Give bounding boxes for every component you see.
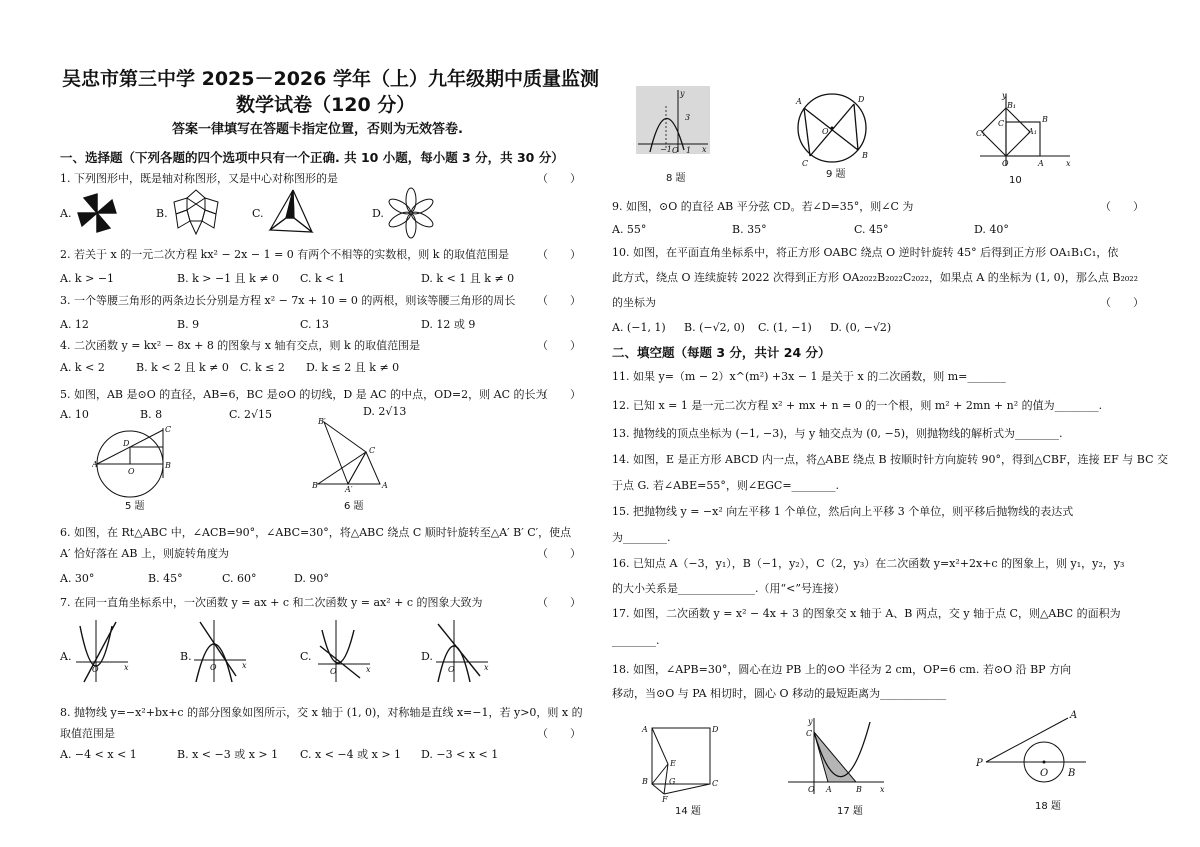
q5-paren: （ ） [537, 388, 581, 401]
section2-heading: 二、填空题（每题 3 分，共计 24 分） [612, 345, 831, 360]
svg-text:O: O [92, 665, 99, 674]
svg-text:−1: −1 [660, 145, 672, 154]
q16-line2: 的大小关系是______________.（用“<”号连接） [612, 582, 845, 595]
svg-text:O: O [672, 146, 679, 154]
q9-option-a: A. 55° [612, 223, 647, 236]
svg-text:D: D [858, 95, 865, 104]
q6-option-a: A. 30° [60, 572, 95, 585]
exam-subtitle: 数学试卷（120 分） [236, 94, 416, 116]
q15-line2: 为________. [612, 531, 671, 544]
svg-text:C₁: C₁ [976, 129, 986, 138]
q10-option-b: B. (−√2, 0) [684, 321, 745, 334]
q14-line1: 14. 如图，E 是正方形 ABCD 内一点，将△ABE 绕点 B 按顺时针方向旋转 90°，得到△CBF，连接 EF 与 BC 交 [612, 453, 1169, 466]
q17-line2: ________. [612, 634, 660, 647]
svg-text:x: x [702, 145, 707, 154]
svg-text:B: B [856, 785, 862, 794]
svg-text:A₁: A₁ [1028, 127, 1037, 136]
svg-text:B: B [1042, 115, 1048, 124]
q5-option-a: A. 10 [60, 408, 89, 421]
q7-stem: 7. 在同一直角坐标系中，一次函数 y = ax + c 和二次函数 y = ax² + c 的图象大致为 [60, 596, 483, 609]
svg-text:G: G [669, 777, 676, 786]
q6-option-c: C. 60° [222, 572, 257, 585]
q4-option-c: C. k ≤ 2 [240, 361, 285, 374]
q18-line2: 移动，当⊙O 与 PA 相切时，圆心 O 移动的最短距离为____________ [612, 687, 947, 700]
q1-option-c: C. [252, 207, 264, 220]
q7-graph-a [72, 616, 132, 686]
q7-graph-d [432, 616, 492, 686]
q6-option-d: D. 90° [294, 572, 329, 585]
exam-title: 吴忠市第三中学 2025－2026 学年（上）九年级期中质量监测 [62, 68, 599, 90]
q17-line1: 17. 如图，二次函数 y = x² − 4x + 3 的图象交 x 轴于 A、B 两点，交 y 轴于点 C，则△ABC 的面积为 [612, 607, 1121, 620]
svg-text:A′: A′ [345, 485, 353, 492]
q6-line2: A′ 恰好落在 AB 上，则旋转角度为 [60, 547, 229, 560]
q16-line1: 16. 已知点 A（−3，y₁），B（−1，y₂），C（2，y₃）在二次函数 y=x²+2x+c 的图象上，则 y₁，y₂，y₃ [612, 557, 1125, 570]
q10-line1: 10. 如图，在平面直角坐标系中，将正方形 OABC 绕点 O 逆时针旋转 45° 后得到正方形 OA₁B₁C₁，依 [612, 246, 1119, 259]
q8-option-c: C. x < −4 或 x > 1 [300, 748, 402, 761]
figure-q8-caption: 8 题 [666, 173, 686, 184]
svg-text:O: O [822, 127, 829, 136]
q1-triangle-figure [266, 186, 316, 238]
q4-option-b: B. k < 2 且 k ≠ 0 [136, 361, 229, 374]
svg-text:x: x [484, 663, 489, 672]
svg-text:y: y [1002, 92, 1007, 100]
figure-q17-caption: 17 题 [837, 806, 863, 817]
q9-option-c: C. 45° [854, 223, 889, 236]
q10-option-a: A. (−1, 1) [612, 321, 666, 334]
figure-q5-circle [92, 422, 172, 500]
q4-paren: （ ） [537, 339, 581, 352]
svg-text:B: B [862, 151, 868, 160]
svg-text:x: x [366, 665, 371, 674]
svg-text:A: A [92, 460, 98, 469]
q10-option-c: C. (1, −1) [758, 321, 812, 334]
q3-option-b: B. 9 [177, 318, 200, 331]
figure-q5-caption: 5 题 [125, 501, 145, 512]
q5-option-c: C. 2√15 [229, 408, 273, 421]
q8-line1: 8. 抛物线 y=−x²+bx+c 的部分图象如图所示，交 x 轴于 (1, 0)，对称轴是直线 x=−1，若 y>0，则 x 的 [60, 706, 583, 719]
q6-paren: （ ） [537, 547, 581, 560]
svg-text:O: O [1002, 159, 1009, 168]
q2-option-d: D. k < 1 且 k ≠ 0 [421, 272, 515, 285]
svg-text:D: D [123, 439, 130, 448]
q18-line1: 18. 如图，∠APB=30°，圆心在边 PB 上的⊙O 半径为 2 cm，OP=6 cm. 若⊙O 沿 BP 方向 [612, 663, 1072, 676]
svg-text:O: O [1040, 768, 1049, 779]
q5-option-d: D. 2√13 [363, 405, 407, 418]
svg-text:C: C [712, 779, 719, 788]
figure-q14-square [640, 718, 722, 802]
q1-option-b: B. [156, 207, 168, 220]
q7-option-a: A. [60, 650, 72, 663]
q2-option-b: B. k > −1 且 k ≠ 0 [177, 272, 280, 285]
q6-option-b: B. 45° [148, 572, 183, 585]
q8-option-a: A. −4 < x < 1 [60, 748, 137, 761]
svg-text:x: x [242, 661, 247, 670]
q9-stem: 9. 如图，⊙O 的直径 AB 平分弦 CD。若∠D=35°，则∠C 为 [612, 200, 914, 213]
q2-stem: 2. 若关于 x 的一元二次方程 kx² − 2x − 1 = 0 有两个不相等的实数根，则 k 的取值范围是 [60, 248, 509, 261]
svg-text:C: C [802, 159, 809, 168]
svg-text:O: O [448, 665, 455, 674]
q1-option-d: D. [372, 207, 384, 220]
svg-text:y: y [808, 717, 813, 726]
svg-text:y: y [680, 89, 685, 98]
svg-text:O: O [808, 785, 815, 794]
q9-paren: （ ） [1100, 200, 1144, 213]
svg-text:C: C [806, 729, 813, 738]
svg-text:x: x [124, 663, 129, 672]
svg-text:E: E [670, 759, 676, 768]
svg-text:A: A [826, 785, 832, 794]
q8-line2: 取值范围是 [60, 727, 115, 740]
figure-q10-caption: 10 [1009, 175, 1022, 186]
svg-text:A: A [642, 725, 648, 734]
svg-text:D: D [712, 725, 719, 734]
svg-text:x: x [880, 785, 885, 794]
svg-text:F: F [662, 795, 668, 802]
q10-line2: 此方式，绕点 O 连续旋转 2022 次得到正方形 OA₂₀₂₂B₂₀₂₂C₂₀₂₂，如果点 A 的坐标为 (1, 0)，那么点 B₂₀₂₂ [612, 271, 1139, 284]
q3-option-d: D. 12 或 9 [421, 318, 476, 331]
svg-text:P: P [976, 758, 983, 769]
q9-option-b: B. 35° [732, 223, 767, 236]
q4-option-d: D. k ≤ 2 且 k ≠ 0 [306, 361, 400, 374]
svg-text:A: A [1038, 159, 1044, 168]
q7-option-b: B. [180, 650, 192, 663]
section1-heading: 一、选择题（下列各题的四个选项中只有一个正确. 共 10 小题，每小题 3 分，共 30 分） [60, 150, 564, 165]
svg-text:B: B [642, 777, 648, 786]
svg-text:1: 1 [686, 146, 692, 154]
q3-stem: 3. 一个等腰三角形的两条边长分别是方程 x² − 7x + 10 = 0 的两根，则该等腰三角形的周长 [60, 294, 516, 307]
q1-flower-figure [384, 186, 438, 240]
figure-q17-parabola [786, 716, 886, 796]
q7-option-c: C. [300, 650, 312, 663]
figure-q6-caption: 6 题 [344, 501, 364, 512]
q1-pinwheel-figure [74, 190, 120, 236]
svg-text:C: C [165, 425, 172, 434]
figure-q18-caption: 18 题 [1035, 801, 1061, 812]
q1-pentagon-figure [170, 188, 222, 238]
svg-text:C: C [998, 119, 1005, 128]
q1-option-a: A. [60, 207, 72, 220]
svg-text:A: A [796, 97, 802, 106]
figure-q9-caption: 9 题 [826, 169, 846, 180]
q15-line1: 15. 把抛物线 y = −x² 向左平移 1 个单位，然后向上平移 3 个单位，则平移后抛物线的表达式 [612, 505, 1074, 518]
q10-option-d: D. (0, −√2) [830, 321, 892, 334]
q8-option-d: D. −3 < x < 1 [421, 748, 499, 761]
svg-text:B: B [165, 461, 171, 470]
q5-stem: 5. 如图，AB 是⊙O 的直径，AB=6，BC 是⊙O 的切线，D 是 AC 的中点，OD=2，则 AC 的长为 [60, 388, 547, 401]
figure-q8-parabola [636, 86, 710, 154]
right-column [600, 0, 1200, 847]
q4-option-a: A. k < 2 [60, 361, 105, 374]
figure-q14-caption: 14 题 [675, 806, 701, 817]
q1-paren: （ ） [537, 172, 581, 185]
q3-option-a: A. 12 [60, 318, 89, 331]
figure-q9-circle [792, 88, 872, 168]
svg-text:B: B [1068, 768, 1076, 779]
q2-paren: （ ） [537, 248, 581, 261]
exam-notice: 答案一律填写在答题卡指定位置，否则为无效答卷. [172, 122, 463, 137]
q13-text: 13. 抛物线的顶点坐标为 (−1, −3)，与 y 轴交点为 (0, −5)，则抛物线的解析式为________. [612, 427, 1063, 440]
svg-text:C: C [369, 446, 376, 455]
figure-q18-tangent [974, 706, 1094, 790]
q3-option-c: C. 13 [300, 318, 330, 331]
q7-paren: （ ） [537, 596, 581, 609]
q8-paren: （ ） [537, 727, 581, 740]
q7-graph-c [314, 616, 374, 686]
q5-option-b: B. 8 [140, 408, 163, 421]
q8-option-b: B. x < −3 或 x > 1 [177, 748, 279, 761]
q9-option-d: D. 40° [974, 223, 1009, 236]
q4-stem: 4. 二次函数 y = kx² − 8x + 8 的图象与 x 轴有交点，则 k 的取值范围是 [60, 339, 421, 352]
svg-text:B′: B′ [318, 417, 326, 426]
svg-text:3: 3 [685, 113, 691, 122]
figure-q10-squares [976, 92, 1072, 168]
q10-line3: 的坐标为 [612, 296, 656, 309]
svg-text:A: A [1070, 710, 1078, 721]
figure-q6-triangles [310, 416, 390, 492]
q6-line1: 6. 如图，在 Rt△ABC 中，∠ACB=90°，∠ABC=30°，将△ABC 绕点 C 顺时针旋转至△A′ B′ C′，使点 [60, 526, 572, 539]
q11-text: 11. 如果 y=（m − 2）x^(m²) +3x − 1 是关于 x 的二次函数，则 m=_______ [612, 370, 1006, 383]
q7-option-d: D. [421, 650, 433, 663]
q14-line2: 于点 G. 若∠ABE=55°，则∠EGC=________. [612, 479, 840, 492]
q3-paren: （ ） [537, 294, 581, 307]
svg-text:O: O [128, 467, 135, 476]
q12-text: 12. 已知 x = 1 是一元二次方程 x² + mx + n = 0 的一个根，则 m² + 2mn + n² 的值为________. [612, 399, 1103, 412]
svg-text:x: x [1066, 159, 1071, 168]
svg-text:O: O [210, 663, 217, 672]
q2-option-c: C. k < 1 [300, 272, 345, 285]
svg-text:O: O [330, 667, 337, 676]
svg-text:B: B [312, 481, 318, 490]
svg-text:B₁: B₁ [1007, 101, 1017, 110]
svg-text:A: A [382, 481, 388, 490]
q7-graph-b [190, 616, 250, 686]
q10-paren: （ ） [1100, 296, 1144, 309]
q2-option-a: A. k > −1 [60, 272, 115, 285]
q1-stem: 1. 下列图形中，既是轴对称图形，又是中心对称图形的是 [60, 172, 338, 185]
